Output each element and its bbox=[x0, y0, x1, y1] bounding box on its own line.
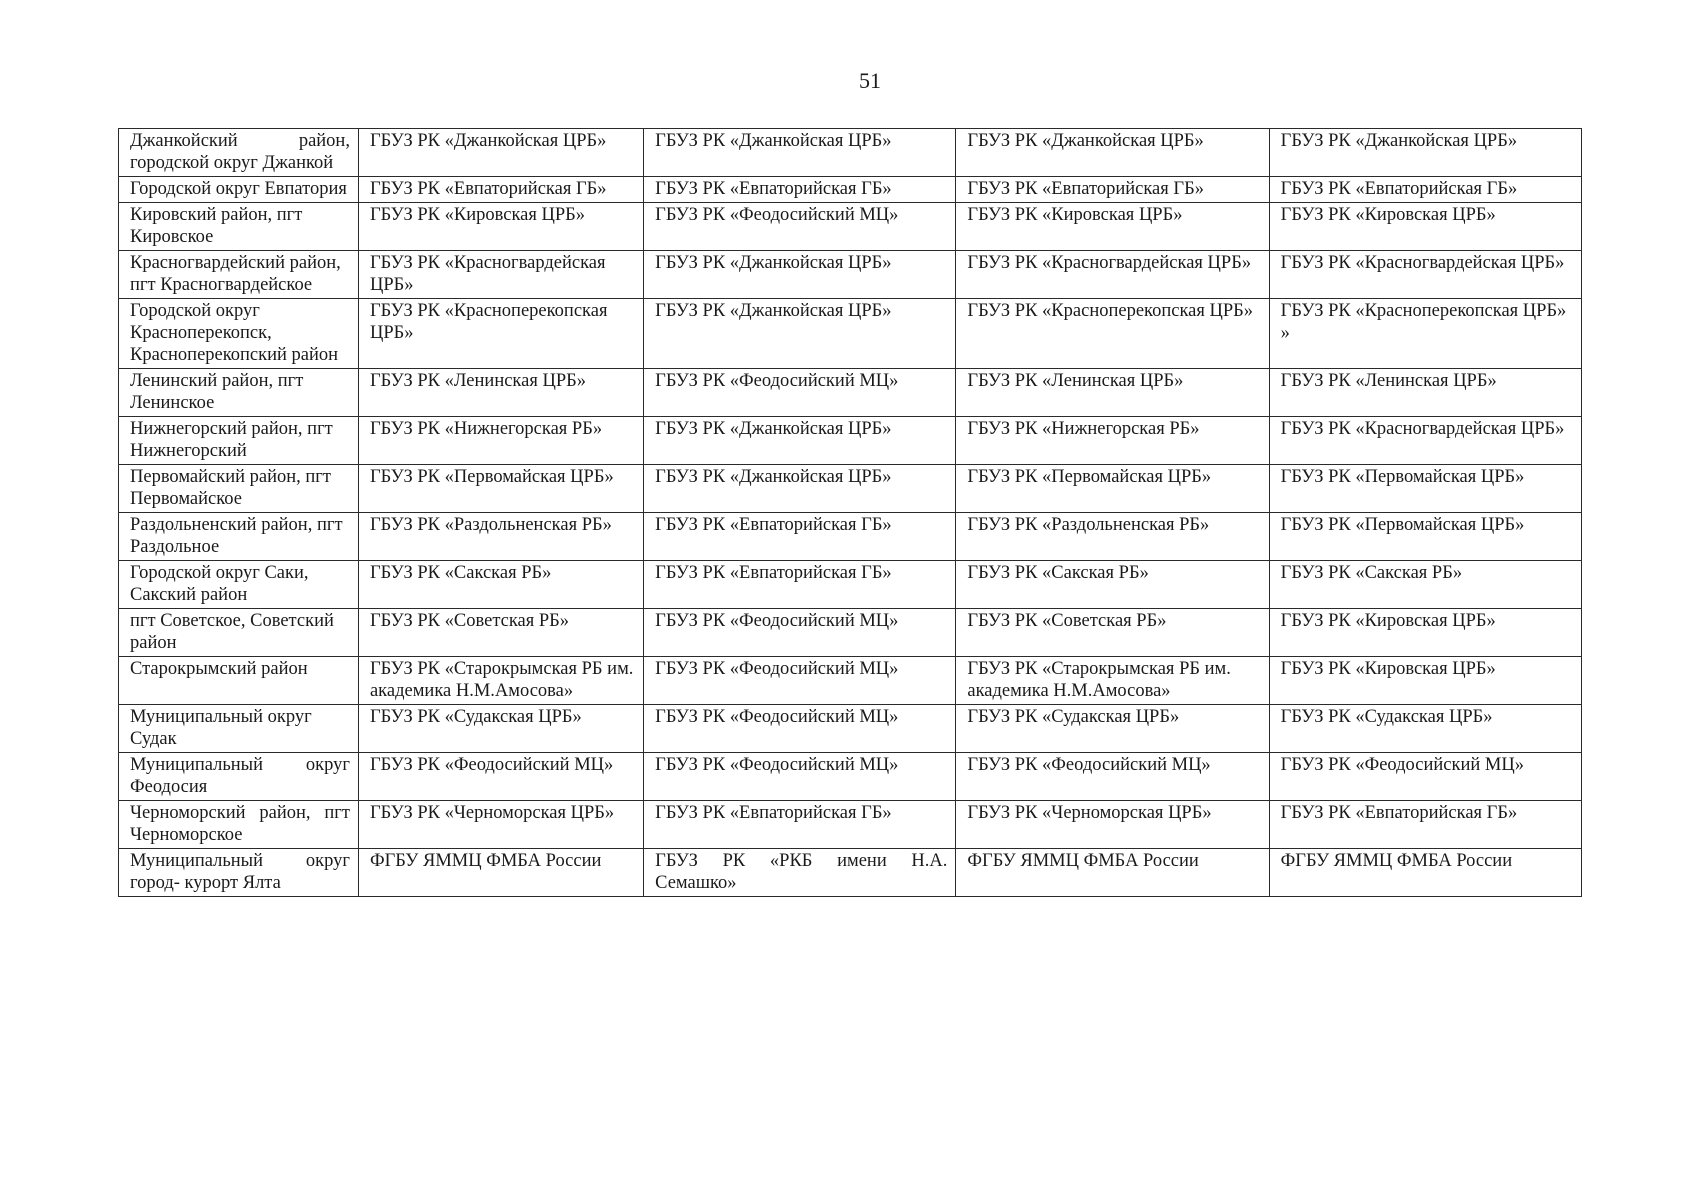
table-row bbox=[119, 753, 1582, 801]
table-cell: ФГБУ ЯММЦ ФМБА России bbox=[358, 849, 643, 897]
table-cell: ГБУЗ РК «Феодосийский МЦ» bbox=[644, 369, 956, 417]
table-cell: ГБУЗ РК «Евпаторийская ГБ» bbox=[358, 177, 643, 203]
table-row bbox=[119, 561, 1582, 609]
page-number: 51 bbox=[859, 68, 881, 93]
table-cell-area: Муниципальный округ Феодосия bbox=[119, 753, 359, 801]
table-row bbox=[119, 801, 1582, 849]
table-cell: ГБУЗ РК «Джанкойская ЦРБ» bbox=[644, 129, 956, 177]
table-cell: ГБУЗ РК «Судакская ЦРБ» bbox=[956, 705, 1269, 753]
table-row bbox=[119, 299, 1582, 369]
table-cell-area: Муниципальный округ город- курорт Ялта bbox=[119, 849, 359, 897]
hospital-assignment-table bbox=[118, 128, 1582, 897]
table-cell: ГБУЗ РК «Ленинская ЦРБ» bbox=[358, 369, 643, 417]
table-cell-area: Муниципальный округ Судак bbox=[119, 705, 359, 753]
table-cell: ГБУЗ РК «Нижнегорская РБ» bbox=[358, 417, 643, 465]
table-cell: ГБУЗ РК «Красногвардейская ЦРБ» bbox=[956, 251, 1269, 299]
table-cell-area: Городской округ Саки, Сакский район bbox=[119, 561, 359, 609]
table-row bbox=[119, 369, 1582, 417]
table-cell: ГБУЗ РК «Феодосийский МЦ» bbox=[1269, 753, 1581, 801]
table-cell: ГБУЗ РК «Черноморская ЦРБ» bbox=[358, 801, 643, 849]
table-cell-area: Джанкойский район, городской округ Джанкой bbox=[119, 129, 359, 177]
table-cell: ФГБУ ЯММЦ ФМБА России bbox=[1269, 849, 1581, 897]
table-row bbox=[119, 705, 1582, 753]
table-cell: ГБУЗ РК «Старокрымская РБ им. академика Н.М.Амосова» bbox=[358, 657, 643, 705]
table-cell-area: Первомайский район, пгт Первомайское bbox=[119, 465, 359, 513]
table-cell-area: Кировский район, пгт Кировское bbox=[119, 203, 359, 251]
table-cell: ГБУЗ РК «Советская РБ» bbox=[358, 609, 643, 657]
table-cell: ГБУЗ РК «Нижнегорская РБ» bbox=[956, 417, 1269, 465]
table-cell: ГБУЗ РК «Евпаторийская ГБ» bbox=[644, 561, 956, 609]
table-cell: ГБУЗ РК «Джанкойская ЦРБ» bbox=[644, 417, 956, 465]
table-cell: ГБУЗ РК «Первомайская ЦРБ» bbox=[1269, 465, 1581, 513]
table-cell: ГБУЗ РК «Джанкойская ЦРБ» bbox=[644, 465, 956, 513]
table-cell: ГБУЗ РК «Кировская ЦРБ» bbox=[956, 203, 1269, 251]
table-row bbox=[119, 609, 1582, 657]
table-cell: ГБУЗ РК «Джанкойская ЦРБ» bbox=[644, 299, 956, 369]
table-cell: ГБУЗ РК «Евпаторийская ГБ» bbox=[1269, 177, 1581, 203]
table-cell-area: Черноморский район, пгт Черноморское bbox=[119, 801, 359, 849]
table-cell: ГБУЗ РК «Феодосийский МЦ» bbox=[956, 753, 1269, 801]
table-cell-area: Ленинский район, пгт Ленинское bbox=[119, 369, 359, 417]
table-cell: ГБУЗ РК «Кировская ЦРБ» bbox=[1269, 203, 1581, 251]
table-cell: ГБУЗ РК «Феодосийский МЦ» bbox=[644, 753, 956, 801]
table-cell: ГБУЗ РК «Кировская ЦРБ» bbox=[358, 203, 643, 251]
table-cell: ГБУЗ РК «Ленинская ЦРБ» bbox=[956, 369, 1269, 417]
table-cell: ГБУЗ РК «Красноперекопская ЦРБ» » bbox=[1269, 299, 1581, 369]
table-cell: ГБУЗ РК «Джанкойская ЦРБ» bbox=[1269, 129, 1581, 177]
table-cell: ГБУЗ РК «Первомайская ЦРБ» bbox=[956, 465, 1269, 513]
table-cell: ГБУЗ РК «Раздольненская РБ» bbox=[358, 513, 643, 561]
table-cell: ГБУЗ РК «Раздольненская РБ» bbox=[956, 513, 1269, 561]
table-row bbox=[119, 513, 1582, 561]
table-cell: ГБУЗ РК «Евпаторийская ГБ» bbox=[1269, 801, 1581, 849]
table-cell: ГБУЗ РК «Кировская ЦРБ» bbox=[1269, 657, 1581, 705]
table-cell-area: Городской округ Красноперекопск, Красноперекопский район bbox=[119, 299, 359, 369]
table-row bbox=[119, 251, 1582, 299]
table-cell: ГБУЗ РК «Евпаторийская ГБ» bbox=[956, 177, 1269, 203]
table-cell: ГБУЗ РК «Судакская ЦРБ» bbox=[358, 705, 643, 753]
table-cell: ГБУЗ РК «Кировская ЦРБ» bbox=[1269, 609, 1581, 657]
table-cell: ГБУЗ РК «Красногвардейская ЦРБ» bbox=[1269, 417, 1581, 465]
table-cell: ГБУЗ РК «Первомайская ЦРБ» bbox=[358, 465, 643, 513]
table-cell-area: пгт Советское, Советский район bbox=[119, 609, 359, 657]
table-row bbox=[119, 177, 1582, 203]
table-cell: ГБУЗ РК «Красногвардейская ЦРБ» bbox=[358, 251, 643, 299]
table-cell: ГБУЗ РК «Евпаторийская ГБ» bbox=[644, 801, 956, 849]
table-cell: ГБУЗ РК «Судакская ЦРБ» bbox=[1269, 705, 1581, 753]
table-cell: ГБУЗ РК «Феодосийский МЦ» bbox=[644, 657, 956, 705]
table-row bbox=[119, 417, 1582, 465]
table-cell: ГБУЗ РК «Красноперекопская ЦРБ» bbox=[956, 299, 1269, 369]
table-cell: ГБУЗ РК «Джанкойская ЦРБ» bbox=[956, 129, 1269, 177]
table-cell: ГБУЗ РК «Джанкойская ЦРБ» bbox=[358, 129, 643, 177]
table-cell: ГБУЗ РК «Джанкойская ЦРБ» bbox=[644, 251, 956, 299]
table-cell-area: Городской округ Евпатория bbox=[119, 177, 359, 203]
table-cell: ГБУЗ РК «Евпаторийская ГБ» bbox=[644, 513, 956, 561]
table-cell: ФГБУ ЯММЦ ФМБА России bbox=[956, 849, 1269, 897]
table-cell: ГБУЗ РК «Сакская РБ» bbox=[956, 561, 1269, 609]
table-cell-area: Раздольненский район, пгт Раздольное bbox=[119, 513, 359, 561]
table-cell: ГБУЗ РК «Советская РБ» bbox=[956, 609, 1269, 657]
table-cell: ГБУЗ РК «Красноперекопская ЦРБ» bbox=[358, 299, 643, 369]
table-cell: ГБУЗ РК «РКБ имени Н.А. Семашко» bbox=[644, 849, 956, 897]
table-cell-area: Красногвардейский район, пгт Красногвардейское bbox=[119, 251, 359, 299]
table-cell: ГБУЗ РК «Ленинская ЦРБ» bbox=[1269, 369, 1581, 417]
table-row bbox=[119, 657, 1582, 705]
table-cell: ГБУЗ РК «Красногвардейская ЦРБ» bbox=[1269, 251, 1581, 299]
table-cell: ГБУЗ РК «Сакская РБ» bbox=[1269, 561, 1581, 609]
table-cell: ГБУЗ РК «Евпаторийская ГБ» bbox=[644, 177, 956, 203]
table-cell: ГБУЗ РК «Первомайская ЦРБ» bbox=[1269, 513, 1581, 561]
table-cell: ГБУЗ РК «Феодосийский МЦ» bbox=[358, 753, 643, 801]
table-cell-area: Старокрымский район bbox=[119, 657, 359, 705]
table-cell: ГБУЗ РК «Черноморская ЦРБ» bbox=[956, 801, 1269, 849]
table-row bbox=[119, 465, 1582, 513]
table-row bbox=[119, 849, 1582, 897]
table-cell: ГБУЗ РК «Старокрымская РБ им. академика Н.М.Амосова» bbox=[956, 657, 1269, 705]
table-cell: ГБУЗ РК «Феодосийский МЦ» bbox=[644, 203, 956, 251]
table-cell: ГБУЗ РК «Феодосийский МЦ» bbox=[644, 705, 956, 753]
table-row bbox=[119, 129, 1582, 177]
table-cell: ГБУЗ РК «Сакская РБ» bbox=[358, 561, 643, 609]
table-cell-area: Нижнегорский район, пгт Нижнегорский bbox=[119, 417, 359, 465]
table-row bbox=[119, 203, 1582, 251]
table-cell: ГБУЗ РК «Феодосийский МЦ» bbox=[644, 609, 956, 657]
